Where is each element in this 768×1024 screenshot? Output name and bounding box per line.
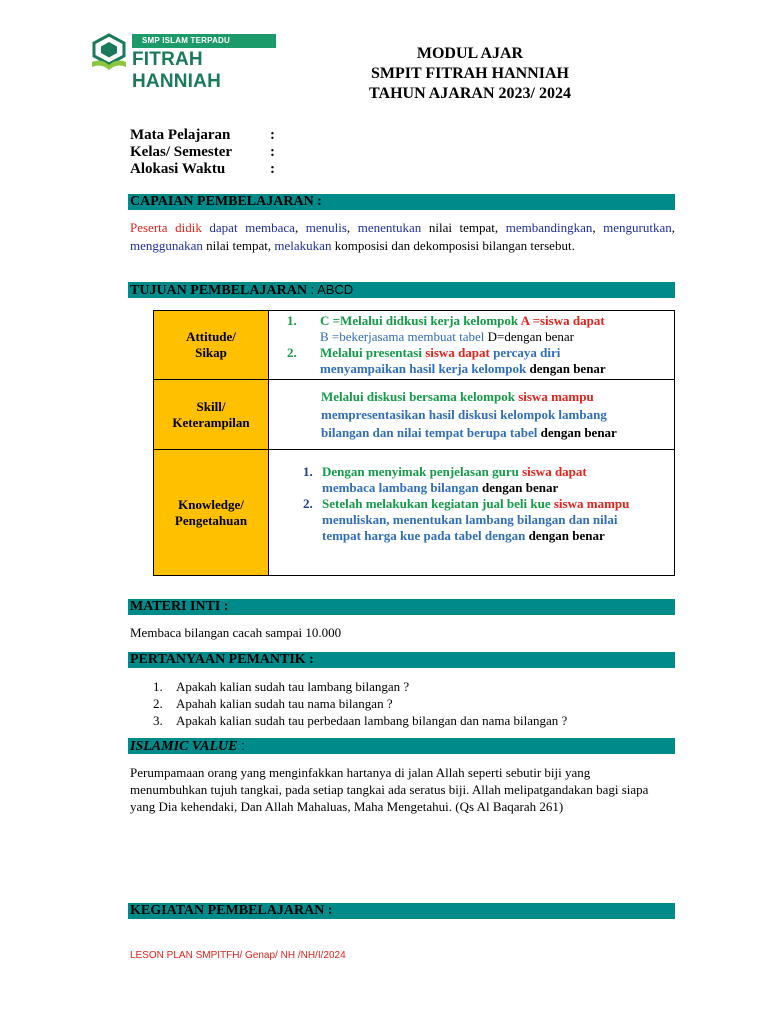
objective-line (320, 329, 605, 345)
text-run: didik (175, 220, 202, 235)
objective-text (320, 313, 605, 345)
module-meta (130, 127, 275, 178)
row-header-attitude (154, 311, 269, 380)
text-run: nilai tempat, (421, 220, 506, 235)
text-run: siswa dapat (425, 345, 490, 360)
text-run: siswa dapat (522, 463, 587, 479)
objective-line (321, 406, 668, 424)
learning-objectives-table (153, 310, 675, 576)
text-run: menentukan (357, 220, 422, 235)
text-run: , (346, 220, 358, 235)
text-run: dapat (209, 220, 238, 235)
school-emblem-icon (88, 32, 130, 74)
text-run: bilangan dan nilai tempat berupa tabel (321, 424, 538, 440)
text-run: menyampaikan hasil kerja kelompok (320, 361, 527, 376)
objective-line (321, 388, 668, 406)
objective-line (322, 464, 587, 480)
text-run: komposisi dan dekomposisi bilangan tersebut. (331, 238, 575, 253)
text-run: siswa mampu (514, 388, 594, 404)
table-row-skill (154, 380, 675, 450)
trigger-questions-list (153, 678, 567, 729)
objective-text (322, 464, 587, 496)
islamic-heading-label: ISLAMIC VALUE (130, 739, 238, 754)
meta-row-time (130, 161, 275, 178)
text-run: dengan benar (478, 479, 559, 495)
objective-number: 1. (287, 313, 297, 328)
objective-line (322, 480, 587, 496)
objective-line (322, 512, 629, 528)
text-run: tempat harga kue pada tabel dengan (322, 527, 529, 543)
objective-number: 1. (303, 463, 313, 479)
text-run: membaca lambang bilangan (322, 479, 479, 495)
text-run: Dengan menyimak penjelasan guru (322, 463, 523, 479)
objective-line (322, 528, 629, 544)
materi-text: Membaca bilangan cacah sampai 10.000 (130, 625, 342, 640)
text-run: dengan benar (528, 527, 605, 543)
text-run (168, 220, 176, 235)
row-header-line: Sikap (195, 345, 227, 360)
row-header-line: Skill/ (196, 398, 226, 414)
text-run: , (294, 220, 306, 235)
row-header-line: Pengetahuan (174, 512, 248, 528)
list-number: 1. (153, 679, 163, 694)
text-run: menuliskan, menentukan lambang bilangan dan nilai (322, 511, 618, 527)
logo-school-name: FITRAH HANNIAH (132, 49, 222, 92)
meta-label: Kelas/ Semester (130, 144, 233, 160)
question-text: Apahah kalian sudah tau nama bilangan ? (176, 696, 393, 711)
attitude-objectives (269, 311, 675, 380)
text-run: , (671, 220, 676, 235)
section-heading-pemantik: PERTANYAAN PEMANTIK : (128, 652, 675, 668)
objective-text (322, 496, 629, 544)
question-text: Apakah kalian sudah tau perbedaan lambang bilangan dan nama bilangan ? (176, 713, 568, 728)
meta-row-class (130, 144, 275, 161)
tujuan-heading-suffix: : ABCD (306, 282, 354, 297)
text-run: mempresentasikan hasil diskusi kelompok lambang (321, 406, 607, 422)
table-row-attitude (154, 311, 675, 380)
row-header-line: Keterampilan (172, 414, 250, 430)
section-heading-tujuan (128, 282, 675, 298)
meta-separator: : (270, 161, 275, 177)
objective-line (322, 496, 629, 512)
text-run: melakukan (274, 238, 332, 253)
islamic-text: Perumpamaan orang yang menginfakkan hartanya di jalan Allah seperti sebutir biji yang menumbuhkan tujuh tangkai, pada setiap tangkai ada seratus biji. Allah melipatgandakan bagi siapa yang Dia kehendaki, Dan Allah Mahaluas, Maha Mengetahui. (Qs Al Baqarah 261) (130, 765, 649, 814)
objective-item (299, 496, 668, 544)
objective-number: 2. (287, 345, 297, 360)
text-run: nilai tempat, (202, 238, 275, 253)
text-run: dengan benar (537, 424, 617, 440)
meta-label: Alokasi Waktu (130, 161, 226, 177)
objective-line (320, 345, 606, 361)
objective-number: 2. (303, 495, 313, 511)
row-header-knowledge (154, 450, 269, 576)
section-heading-materi: MATERI INTI : (128, 599, 675, 615)
objective-item (299, 464, 668, 496)
school-logo (88, 32, 276, 92)
text-run: Peserta (130, 220, 168, 235)
meta-separator: : (270, 144, 275, 160)
logo-badge: SMP ISLAM TERPADU (132, 34, 276, 48)
text-run: C =Melalui didkusi kerja kelompok (320, 313, 519, 328)
row-header-line: Attitude/ (186, 329, 236, 344)
text-run: menggunakan (130, 238, 203, 253)
list-item (153, 678, 567, 695)
text-run: percaya diri (489, 345, 561, 360)
text-run: membaca (245, 220, 295, 235)
text-run: Setelah melakukan kegiatan jual beli kue (322, 495, 554, 511)
question-text: Apakah kalian sudah tau lambang bilangan ? (176, 679, 410, 694)
text-run: Melalui presentasi (320, 345, 426, 360)
academic-year-title: TAHUN AJARAN 2023/ 2024 (369, 85, 571, 102)
section-heading-islamic (128, 738, 675, 754)
meta-label: Mata Pelajaran (130, 127, 231, 143)
text-run (238, 220, 246, 235)
section-heading-capaian: CAPAIAN PEMBELAJARAN : (128, 194, 675, 210)
school-title: SMPIT FITRAH HANNIAH (371, 65, 569, 82)
list-item (153, 712, 567, 729)
text-run: Melalui diskusi bersama kelompok (321, 388, 515, 404)
page-footer: LESON PLAN SMPITFH/ Genap/ NH /NH/I/2024 (130, 950, 346, 961)
document-title: MODUL AJAR (416, 45, 524, 62)
list-number: 2. (153, 696, 163, 711)
meta-separator: : (270, 127, 275, 143)
list-item (153, 695, 567, 712)
objective-item (283, 345, 668, 377)
meta-row-subject (130, 127, 275, 144)
text-run: A =siswa dapat (520, 313, 605, 328)
table-row-knowledge (154, 450, 675, 576)
objective-item (283, 313, 668, 345)
list-number: 3. (153, 713, 163, 728)
knowledge-objectives (269, 450, 675, 576)
objective-line (320, 313, 605, 329)
section-heading-kegiatan: KEGIATAN PEMBELAJARAN : (128, 903, 675, 919)
text-run: , (592, 220, 604, 235)
text-run: B =bekerjasama membuat tabel (320, 329, 485, 344)
text-run: D=dengan benar (484, 329, 574, 344)
tujuan-heading-label: TUJUAN PEMBELAJARAN (130, 283, 307, 298)
text-run: dengan benar (526, 361, 606, 376)
objective-line (320, 361, 606, 377)
text-run: menulis (305, 220, 347, 235)
row-header-skill (154, 380, 269, 450)
objective-line (321, 424, 668, 442)
row-header-line: Knowledge/ (178, 496, 244, 512)
objective-text (320, 345, 606, 377)
skill-objectives (269, 380, 675, 450)
text-run: siswa mampu (553, 495, 630, 511)
islamic-heading-suffix: : (237, 738, 245, 753)
text-run: mengurutkan (603, 220, 672, 235)
capaian-text (130, 219, 675, 255)
text-run: membandingkan (505, 220, 593, 235)
